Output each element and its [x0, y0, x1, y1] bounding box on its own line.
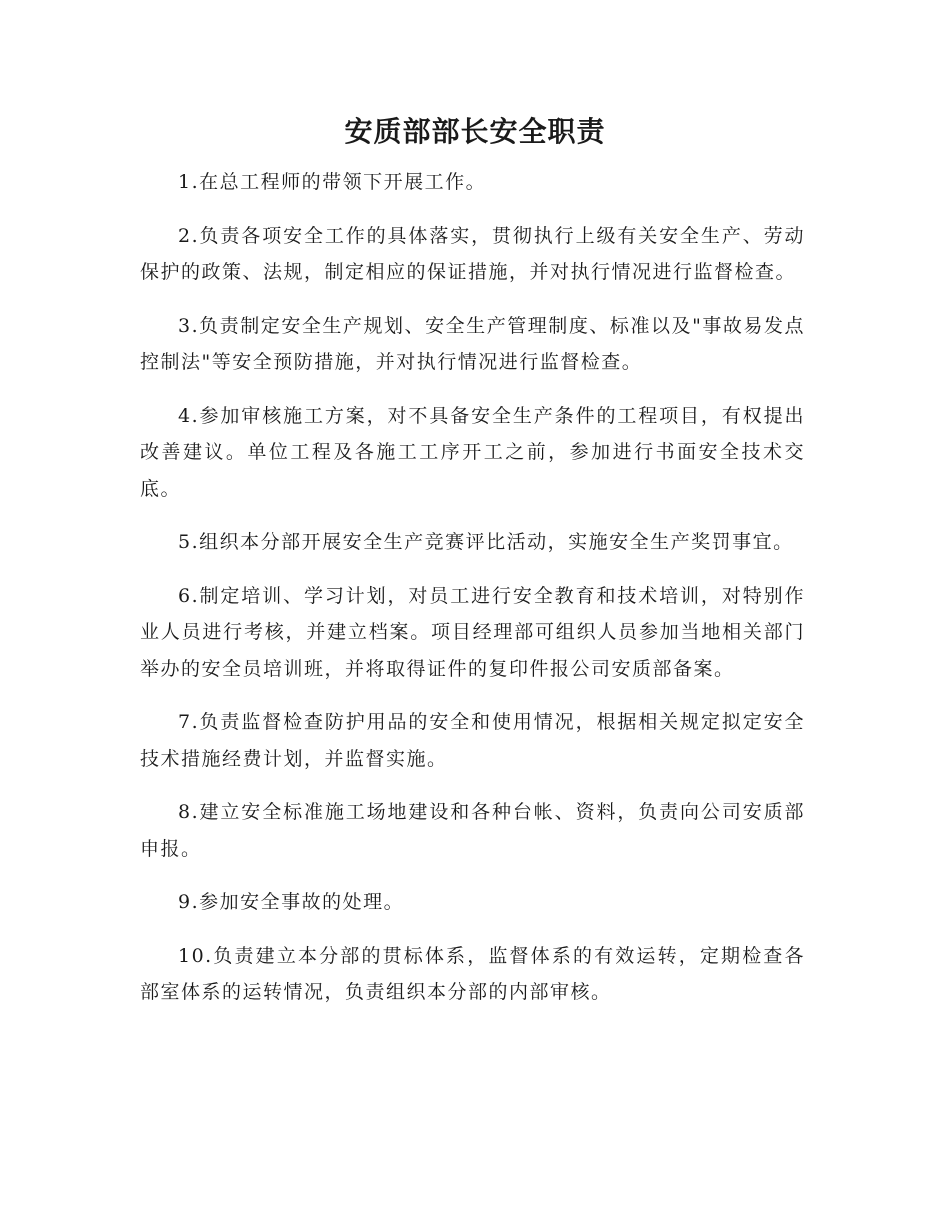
duty-item-9: 9.参加安全事故的处理。 [178, 891, 405, 913]
duty-item-2: 2.负责各项安全工作的具体落实，贯彻执行上级有关安全生产、劳动保护的政策、法规，制定相应的保证措施，并对执行情况进行监督检查。 [140, 224, 805, 283]
document-body [140, 164, 805, 1028]
duty-item-1: 1.在总工程师的带领下开展工作。 [178, 171, 487, 193]
duty-item-8: 8.建立安全标准施工场地建设和各种台帐、资料，负责向公司安质部申报。 [140, 801, 805, 860]
duty-item-6: 6.制定培训、学习计划，对员工进行安全教育和技术培训，对特别作业人员进行考核，并建立档案。项目经理部可组织人员参加当地相关部门举办的安全员培训班，并将取得证件的复印件报公司安质部备案。 [140, 584, 805, 680]
duty-item-7: 7.负责监督检查防护用品的安全和使用情况，根据相关规定拟定安全技术措施经费计划，并监督实施。 [140, 711, 805, 770]
duty-item-5: 5.组织本分部开展安全生产竞赛评比活动，实施安全生产奖罚事宜。 [178, 531, 794, 553]
document-title: 安质部部长安全职责 [344, 115, 606, 148]
duty-item-3: 3.负责制定安全生产规划、安全生产管理制度、标准以及"事故易发点控制法"等安全预防措施，并对执行情况进行监督检查。 [140, 314, 805, 373]
duty-item-10: 10.负责建立本分部的贯标体系，监督体系的有效运转，定期检查各部室体系的运转情况，负责组织本分部的内部审核。 [140, 944, 805, 1003]
duty-item-4: 4.参加审核施工方案，对不具备安全生产条件的工程项目，有权提出改善建议。单位工程及各施工工序开工之前，参加进行书面安全技术交底。 [140, 404, 805, 500]
